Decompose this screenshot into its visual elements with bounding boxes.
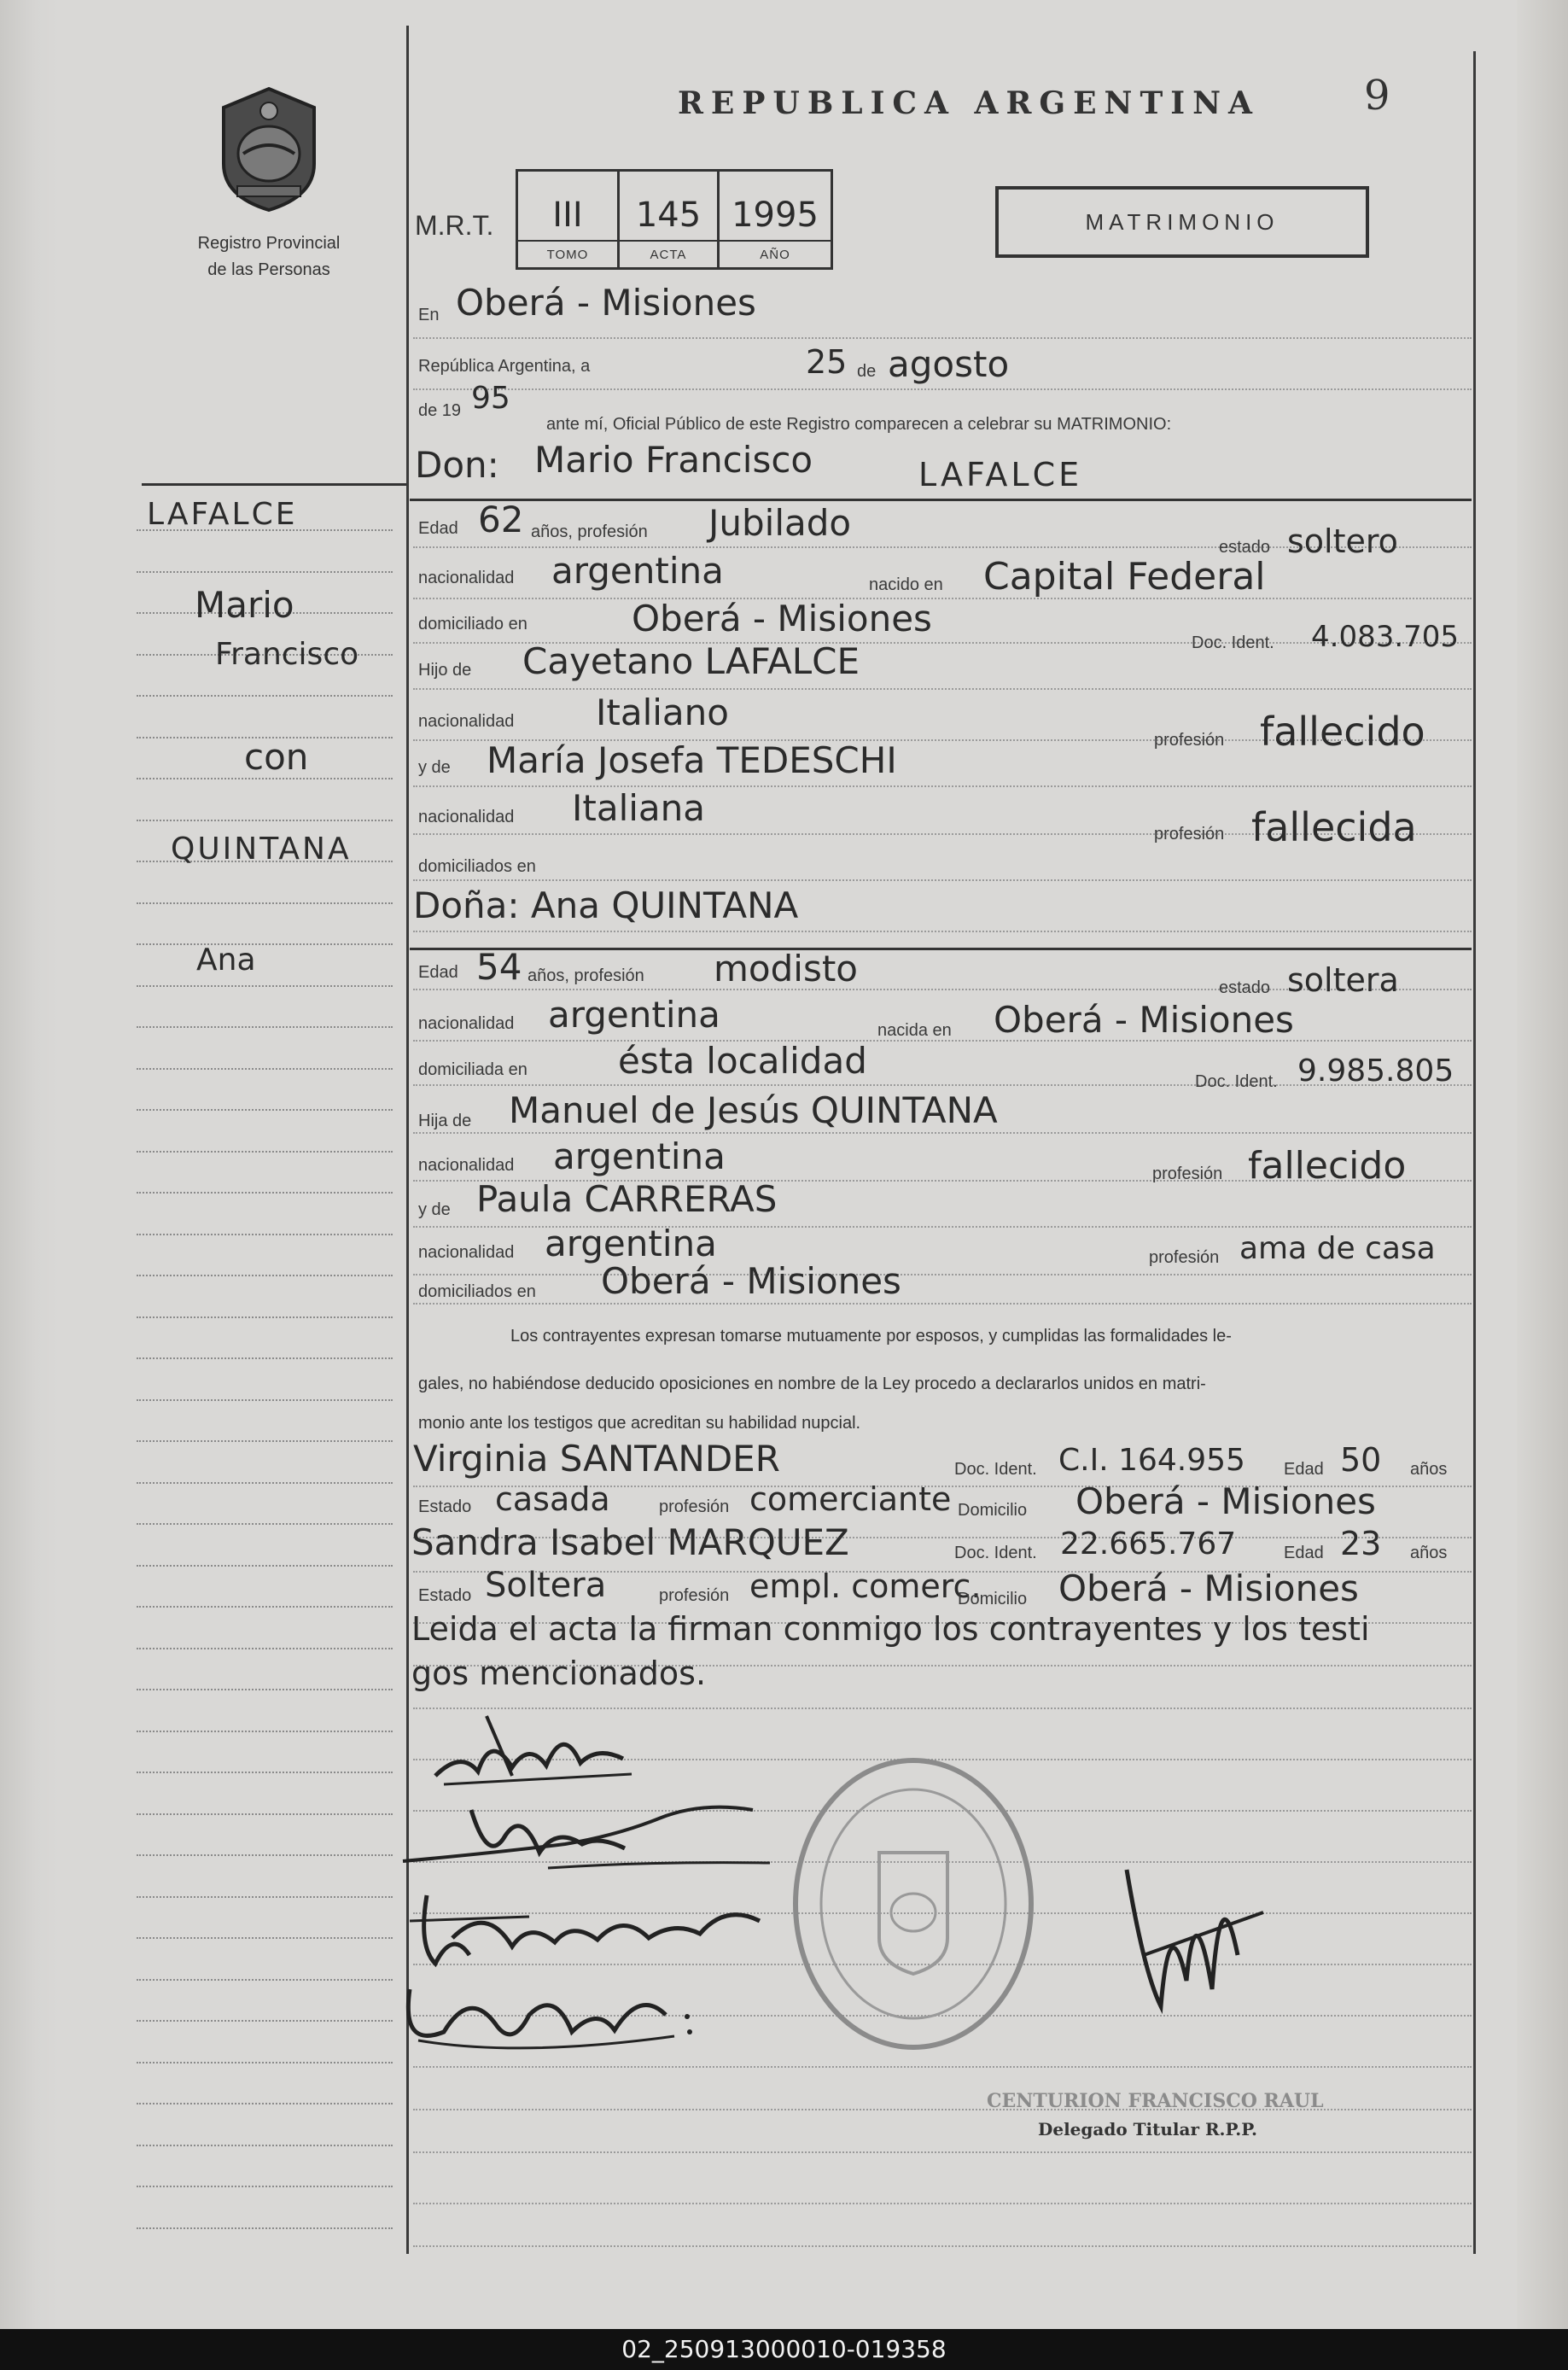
groom-nationality: argentina — [551, 550, 724, 592]
registry-line-1: Registro Provincial — [197, 234, 341, 253]
ano-caption: AÑO — [760, 248, 790, 262]
margin-ruled-line — [137, 571, 393, 573]
witness-1-age-label: Edad — [1284, 1460, 1324, 1479]
bride-mother-nationality-label: nacionalidad — [418, 1243, 515, 1262]
bride-status-label: estado — [1219, 978, 1271, 997]
margin-ruled-line — [137, 2227, 393, 2229]
bride-mother-nationality: argentina — [545, 1223, 717, 1264]
closing-line-1: Leida el acta la firman conmigo los contrayentes y los testi — [411, 1610, 1370, 1648]
place-value: Oberá - Misiones — [456, 282, 756, 324]
coat-of-arms-icon — [213, 85, 324, 213]
groom-age-label: Edad — [418, 519, 458, 538]
bride-parents-domicile-label: domiciliados en — [418, 1282, 536, 1301]
groom-parents-domicile-label: domiciliados en — [418, 857, 536, 876]
margin-top-rule — [142, 483, 406, 486]
tomo-divider — [518, 240, 617, 242]
bride-title: Doña: Ana QUINTANA — [413, 884, 799, 926]
bride-doc-label: Doc. Ident. — [1195, 1072, 1278, 1091]
groom-father-profession-label: profesión — [1154, 731, 1225, 750]
margin-surname-1: LAFALCE — [147, 497, 298, 532]
margin-ruled-line — [137, 2062, 393, 2064]
witness-1-domicile: Oberá - Misiones — [1075, 1480, 1376, 1522]
year-suffix: 95 — [471, 381, 510, 416]
margin-ruled-line — [137, 1109, 393, 1111]
de-label: de — [857, 362, 877, 381]
main-ruled-line — [413, 337, 1472, 339]
day-value: 25 — [806, 343, 848, 381]
margin-ruled-line — [137, 1813, 393, 1815]
bride-profession: modisto — [714, 948, 858, 989]
margin-given-2: Francisco — [215, 637, 359, 672]
margin-ruled-line — [137, 1026, 393, 1028]
image-code-footer: 02_250913000010-019358 — [0, 2329, 1568, 2370]
margin-ruled-line — [137, 1234, 393, 1235]
official-title: Delegado Titular R.P.P. — [1038, 2119, 1257, 2139]
margin-given-3: Ana — [196, 943, 256, 978]
page-binding-edge — [0, 0, 60, 2329]
bride-and-label: y de — [418, 1200, 451, 1219]
margin-ruled-line — [137, 1482, 393, 1484]
bride-doc: 9.985.805 — [1297, 1054, 1454, 1089]
bride-nationality-label: nacionalidad — [418, 1014, 515, 1033]
witness-2-domicile: Oberá - Misiones — [1058, 1567, 1359, 1609]
main-ruled-line — [413, 2203, 1472, 2204]
bride-father-profession: fallecido — [1248, 1144, 1407, 1188]
witness-2-age-label: Edad — [1284, 1544, 1324, 1562]
bride-father-profession-label: profesión — [1152, 1165, 1223, 1183]
bride-mother-profession-label: profesión — [1149, 1248, 1220, 1267]
groom-mother-nationality: Italiana — [572, 787, 706, 829]
witness-1-age: 50 — [1340, 1441, 1382, 1479]
witness-2-doc: 22.665.767 — [1060, 1526, 1237, 1562]
margin-ruled-line — [137, 943, 393, 945]
witness-1-years-label: años — [1410, 1460, 1448, 1479]
groom-born-label: nacido en — [869, 575, 943, 594]
bride-profession-label: años, profesión — [528, 966, 644, 985]
tomo-caption: TOMO — [546, 248, 589, 262]
groom-doc-label: Doc. Ident. — [1192, 633, 1274, 652]
witness-2-age: 23 — [1340, 1525, 1382, 1562]
groom-doc: 4.083.705 — [1311, 620, 1460, 654]
bride-separator — [410, 948, 1472, 950]
acta-divider — [620, 240, 717, 242]
margin-ruled-line — [137, 1192, 393, 1194]
margin-ruled-line — [137, 902, 393, 904]
margin-ruled-line — [137, 1772, 393, 1773]
margin-ruled-line — [137, 1689, 393, 1690]
mrt-label: M.R.T. — [415, 210, 494, 241]
signature-official-icon — [1110, 1853, 1280, 2023]
margin-ruled-line — [137, 820, 393, 821]
margin-given-1: Mario — [195, 584, 294, 626]
witness-2-domicile-label: Domicilio — [958, 1590, 1028, 1608]
witness-2-years-label: años — [1410, 1544, 1448, 1562]
margin-ruled-line — [137, 1896, 393, 1898]
margin-ruled-line — [137, 2020, 393, 2022]
bride-father: Manuel de Jesús QUINTANA — [509, 1089, 998, 1131]
witness-2-status-label: Estado — [418, 1586, 472, 1605]
bride-father-nationality: argentina — [553, 1135, 726, 1177]
signature-bride-icon — [394, 1784, 787, 1878]
groom-mother: María Josefa TEDESCHI — [487, 739, 897, 781]
groom-domicile: Oberá - Misiones — [632, 598, 932, 639]
bride-status: soltera — [1287, 961, 1399, 999]
main-ruled-line — [413, 1274, 1472, 1275]
groom-separator — [410, 499, 1472, 501]
main-ruled-line — [413, 388, 1472, 390]
official-name: CENTURION FRANCISCO RAUL — [987, 2090, 1324, 2112]
main-ruled-line — [413, 879, 1472, 881]
margin-ruled-line — [137, 1357, 393, 1359]
witness-1-status-label: Estado — [418, 1497, 472, 1516]
bride-father-nationality-label: nacionalidad — [418, 1156, 515, 1175]
groom-and-label: y de — [418, 758, 451, 777]
signature-witness-2-icon — [393, 1955, 717, 2066]
witness-1-name: Virginia SANTANDER — [413, 1438, 780, 1480]
margin-ruled-line — [137, 985, 393, 987]
groom-father: Cayetano LAFALCE — [522, 640, 860, 682]
page-number: 9 — [1364, 72, 1390, 120]
bride-nationality: argentina — [548, 994, 720, 1036]
main-ruled-line — [413, 1303, 1472, 1305]
margin-ruled-line — [137, 1275, 393, 1276]
registry-label — [154, 231, 384, 283]
groom-child-label: Hijo de — [418, 661, 472, 680]
groom-profession: Jubilado — [708, 502, 852, 544]
margin-ruled-line — [137, 1606, 393, 1608]
margin-ruled-line — [137, 1440, 393, 1442]
bride-parents-domicile: Oberá - Misiones — [601, 1260, 901, 1302]
year-prefix: de 19 — [418, 401, 462, 420]
right-border — [1473, 51, 1476, 2254]
margin-ruled-line — [137, 1523, 393, 1525]
margin-ruled-line — [137, 1979, 393, 1981]
margin-ruled-line — [137, 1151, 393, 1153]
witness-1-doc-label: Doc. Ident. — [954, 1460, 1037, 1479]
republic-label: República Argentina, a — [418, 357, 591, 376]
margin-connector: con — [244, 736, 309, 778]
document-title: REPUBLICA ARGENTINA — [678, 85, 1260, 121]
bride-mother: Paula CARRERAS — [476, 1178, 778, 1220]
margin-ruled-line — [137, 1399, 393, 1401]
acta-caption: ACTA — [650, 248, 687, 262]
witness-1-profession-label: profesión — [659, 1497, 730, 1516]
groom-mother-nationality-label: nacionalidad — [418, 808, 515, 826]
ano-box — [717, 169, 833, 270]
declaration-line-2: gales, no habiéndose deducido oposiciones en nombre de la Ley procedo a declararlos unidos en matri- — [418, 1375, 1206, 1393]
bride-child-label: Hija de — [418, 1112, 472, 1130]
en-label: En — [418, 306, 440, 324]
witness-1-domicile-label: Domicilio — [958, 1501, 1028, 1520]
margin-ruled-line — [137, 2145, 393, 2146]
tomo-box — [516, 169, 620, 270]
ano-divider — [720, 240, 831, 242]
groom-domicile-label: domiciliado en — [418, 615, 528, 633]
main-ruled-line — [413, 2066, 1472, 2068]
groom-mother-profession: fallecida — [1251, 804, 1417, 850]
bride-birthplace: Oberá - Misiones — [994, 999, 1294, 1041]
month-value: agosto — [888, 343, 1010, 385]
groom-mother-profession-label: profesión — [1154, 825, 1225, 844]
groom-status: soltero — [1287, 522, 1398, 560]
page-right-edge — [1517, 0, 1568, 2329]
margin-ruled-line — [137, 1565, 393, 1567]
witness-2-profession: empl. comerc. — [749, 1567, 982, 1605]
groom-father-nationality: Italiano — [596, 692, 729, 733]
closing-line-2: gos mencionados. — [411, 1655, 707, 1692]
bride-mother-profession: ama de casa — [1239, 1231, 1436, 1266]
main-ruled-line — [413, 2245, 1472, 2247]
witness-2-status: Soltera — [485, 1566, 607, 1605]
preamble-text: ante mí, Oficial Público de este Registro comparecen a celebrar su MATRIMONIO: — [546, 415, 1172, 434]
main-ruled-line — [413, 598, 1472, 599]
declaration-line-3: monio ante los testigos que acreditan su habilidad nupcial. — [418, 1414, 861, 1433]
acta-value: 145 — [635, 196, 702, 235]
groom-age: 62 — [478, 499, 524, 540]
witness-2-doc-label: Doc. Ident. — [954, 1544, 1037, 1562]
groom-birthplace: Capital Federal — [983, 555, 1266, 598]
witness-1-status: casada — [495, 1480, 610, 1518]
margin-ruled-line — [137, 1731, 393, 1732]
bride-age-label: Edad — [418, 963, 458, 982]
main-ruled-line — [413, 1132, 1472, 1134]
groom-father-profession: fallecido — [1260, 709, 1425, 755]
margin-ruled-line — [137, 1648, 393, 1649]
bride-born-label: nacida en — [877, 1021, 952, 1040]
bride-age: 54 — [476, 946, 522, 988]
official-seal-icon — [785, 1750, 1041, 2058]
groom-status-label: estado — [1219, 538, 1271, 557]
margin-ruled-line — [137, 778, 393, 779]
bride-domicile: ésta localidad — [618, 1040, 867, 1082]
groom-profession-label: años, profesión — [531, 522, 648, 541]
margin-ruled-line — [137, 695, 393, 697]
witness-2-name: Sandra Isabel MARQUEZ — [411, 1521, 849, 1563]
declaration-line-1: Los contrayentes expresan tomarse mutuamente por esposos, y cumplidas las formalidades le- — [510, 1327, 1232, 1346]
groom-nationality-label: nacionalidad — [418, 569, 515, 587]
margin-ruled-line — [137, 2186, 393, 2187]
groom-title: Don: — [415, 444, 499, 486]
groom-father-nationality-label: nacionalidad — [418, 712, 515, 731]
tomo-value: III — [552, 196, 583, 235]
margin-surname-2: QUINTANA — [171, 832, 352, 867]
margin-ruled-line — [137, 2103, 393, 2104]
ano-value: 1995 — [732, 196, 819, 235]
registry-line-2: de las Personas — [207, 260, 330, 279]
margin-ruled-line — [137, 1068, 393, 1070]
bride-domicile-label: domiciliada en — [418, 1060, 528, 1079]
main-ruled-line — [413, 931, 1472, 932]
acta-box — [617, 169, 720, 270]
witness-1-profession: comerciante — [749, 1480, 952, 1518]
margin-ruled-line — [137, 1937, 393, 1939]
main-ruled-line — [413, 2151, 1472, 2153]
witness-1-doc: C.I. 164.955 — [1058, 1443, 1245, 1478]
record-type-box: MATRIMONIO — [995, 186, 1369, 258]
margin-ruled-line — [137, 1316, 393, 1318]
margin-ruled-line — [137, 1854, 393, 1856]
groom-name: Mario Francisco — [534, 439, 813, 481]
witness-2-profession-label: profesión — [659, 1586, 730, 1605]
main-ruled-line — [413, 688, 1472, 690]
groom-surname: LAFALCE — [918, 456, 1083, 493]
